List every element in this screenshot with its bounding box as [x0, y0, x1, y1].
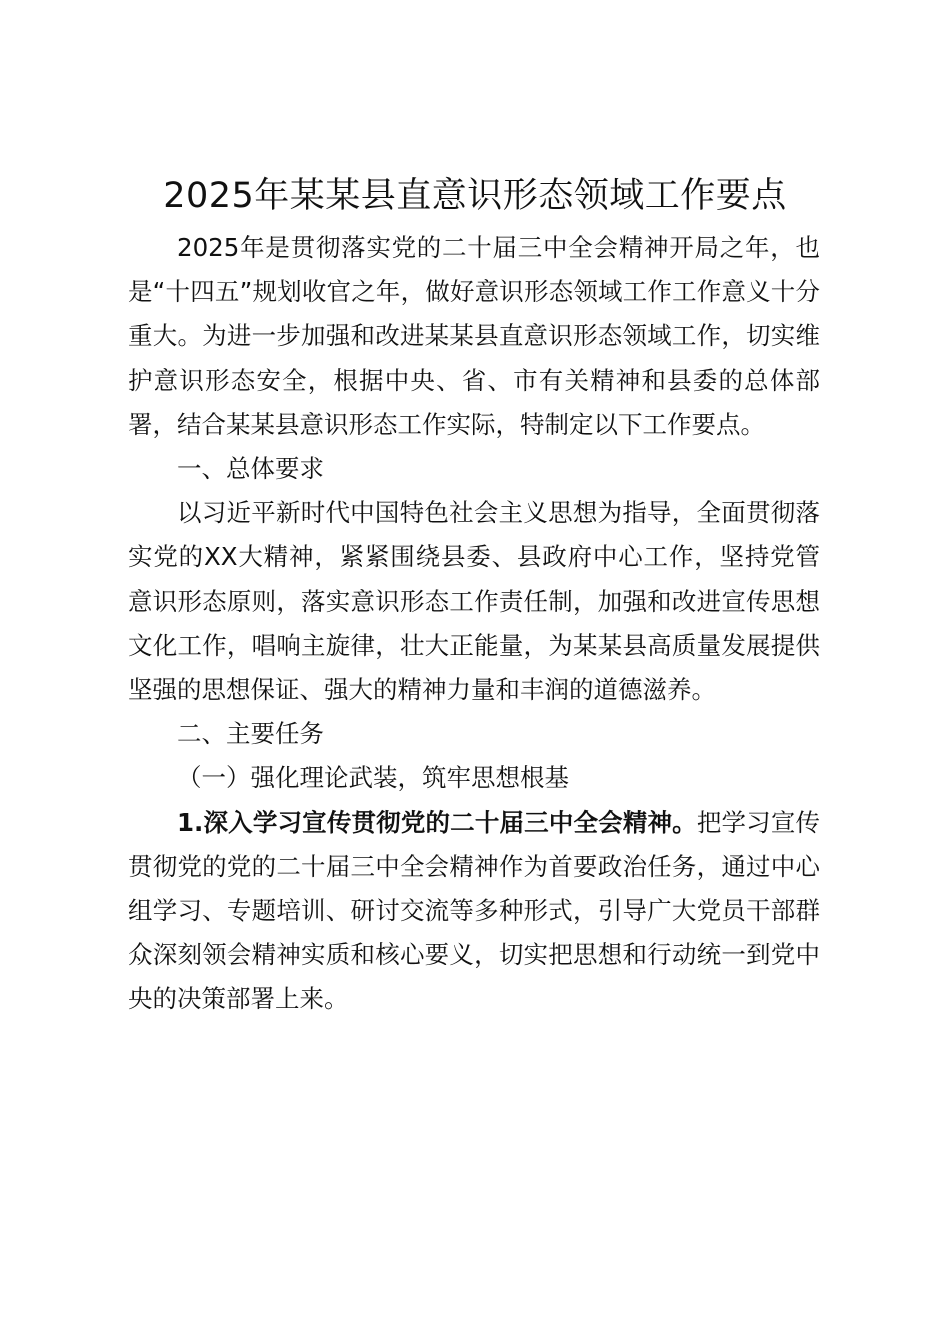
- general-requirements-paragraph: 以习近平新时代中国特色社会主义思想为指导，全面贯彻落实党的XX大精神，紧紧围绕县委、县政府中心工作，坚持党管意识形态原则，落实意识形态工作责任制，加强和改进宣传思想文化工作，唱响主旋律，壮大正能量，为某某县高质量发展提供坚强的思想保证、强大的精神力量和丰润的道德滋养。: [128, 498, 820, 705]
- document-title: 2025年某某县直意识形态领域工作要点: [163, 176, 787, 216]
- item-1-paragraph: [128, 801, 820, 1022]
- section-heading-main-tasks: 二、主要任务: [177, 719, 324, 749]
- subsection-heading-theory: （一）强化理论武装，筑牢思想根基: [177, 763, 569, 793]
- document-body: [128, 226, 820, 1022]
- item-1-lead: 1.深入学习宣传贯彻党的二十届三中全会精神。: [177, 807, 697, 837]
- section-heading-general-requirements: 一、总体要求: [177, 454, 324, 484]
- item-1-body: 把学习宣传贯彻党的党的二十届三中全会精神作为首要政治任务，通过中心组学习、专题培训、研讨交流等多种形式，引导广大党员干部群众深刻领会精神实质和核心要义，切实把思想和行动统一到党中央的决策部署上来。: [128, 807, 821, 1014]
- intro-paragraph: 2025年是贯彻落实党的二十届三中全会精神开局之年，也是“十四五”规划收官之年，做好意识形态领域工作工作意义十分重大。为进一步加强和改进某某县直意识形态领域工作，切实维护意识形态安全，根据中央、省、市有关精神和县委的总体部署，结合某某县意识形态工作实际，特制定以下工作要点。: [128, 233, 820, 439]
